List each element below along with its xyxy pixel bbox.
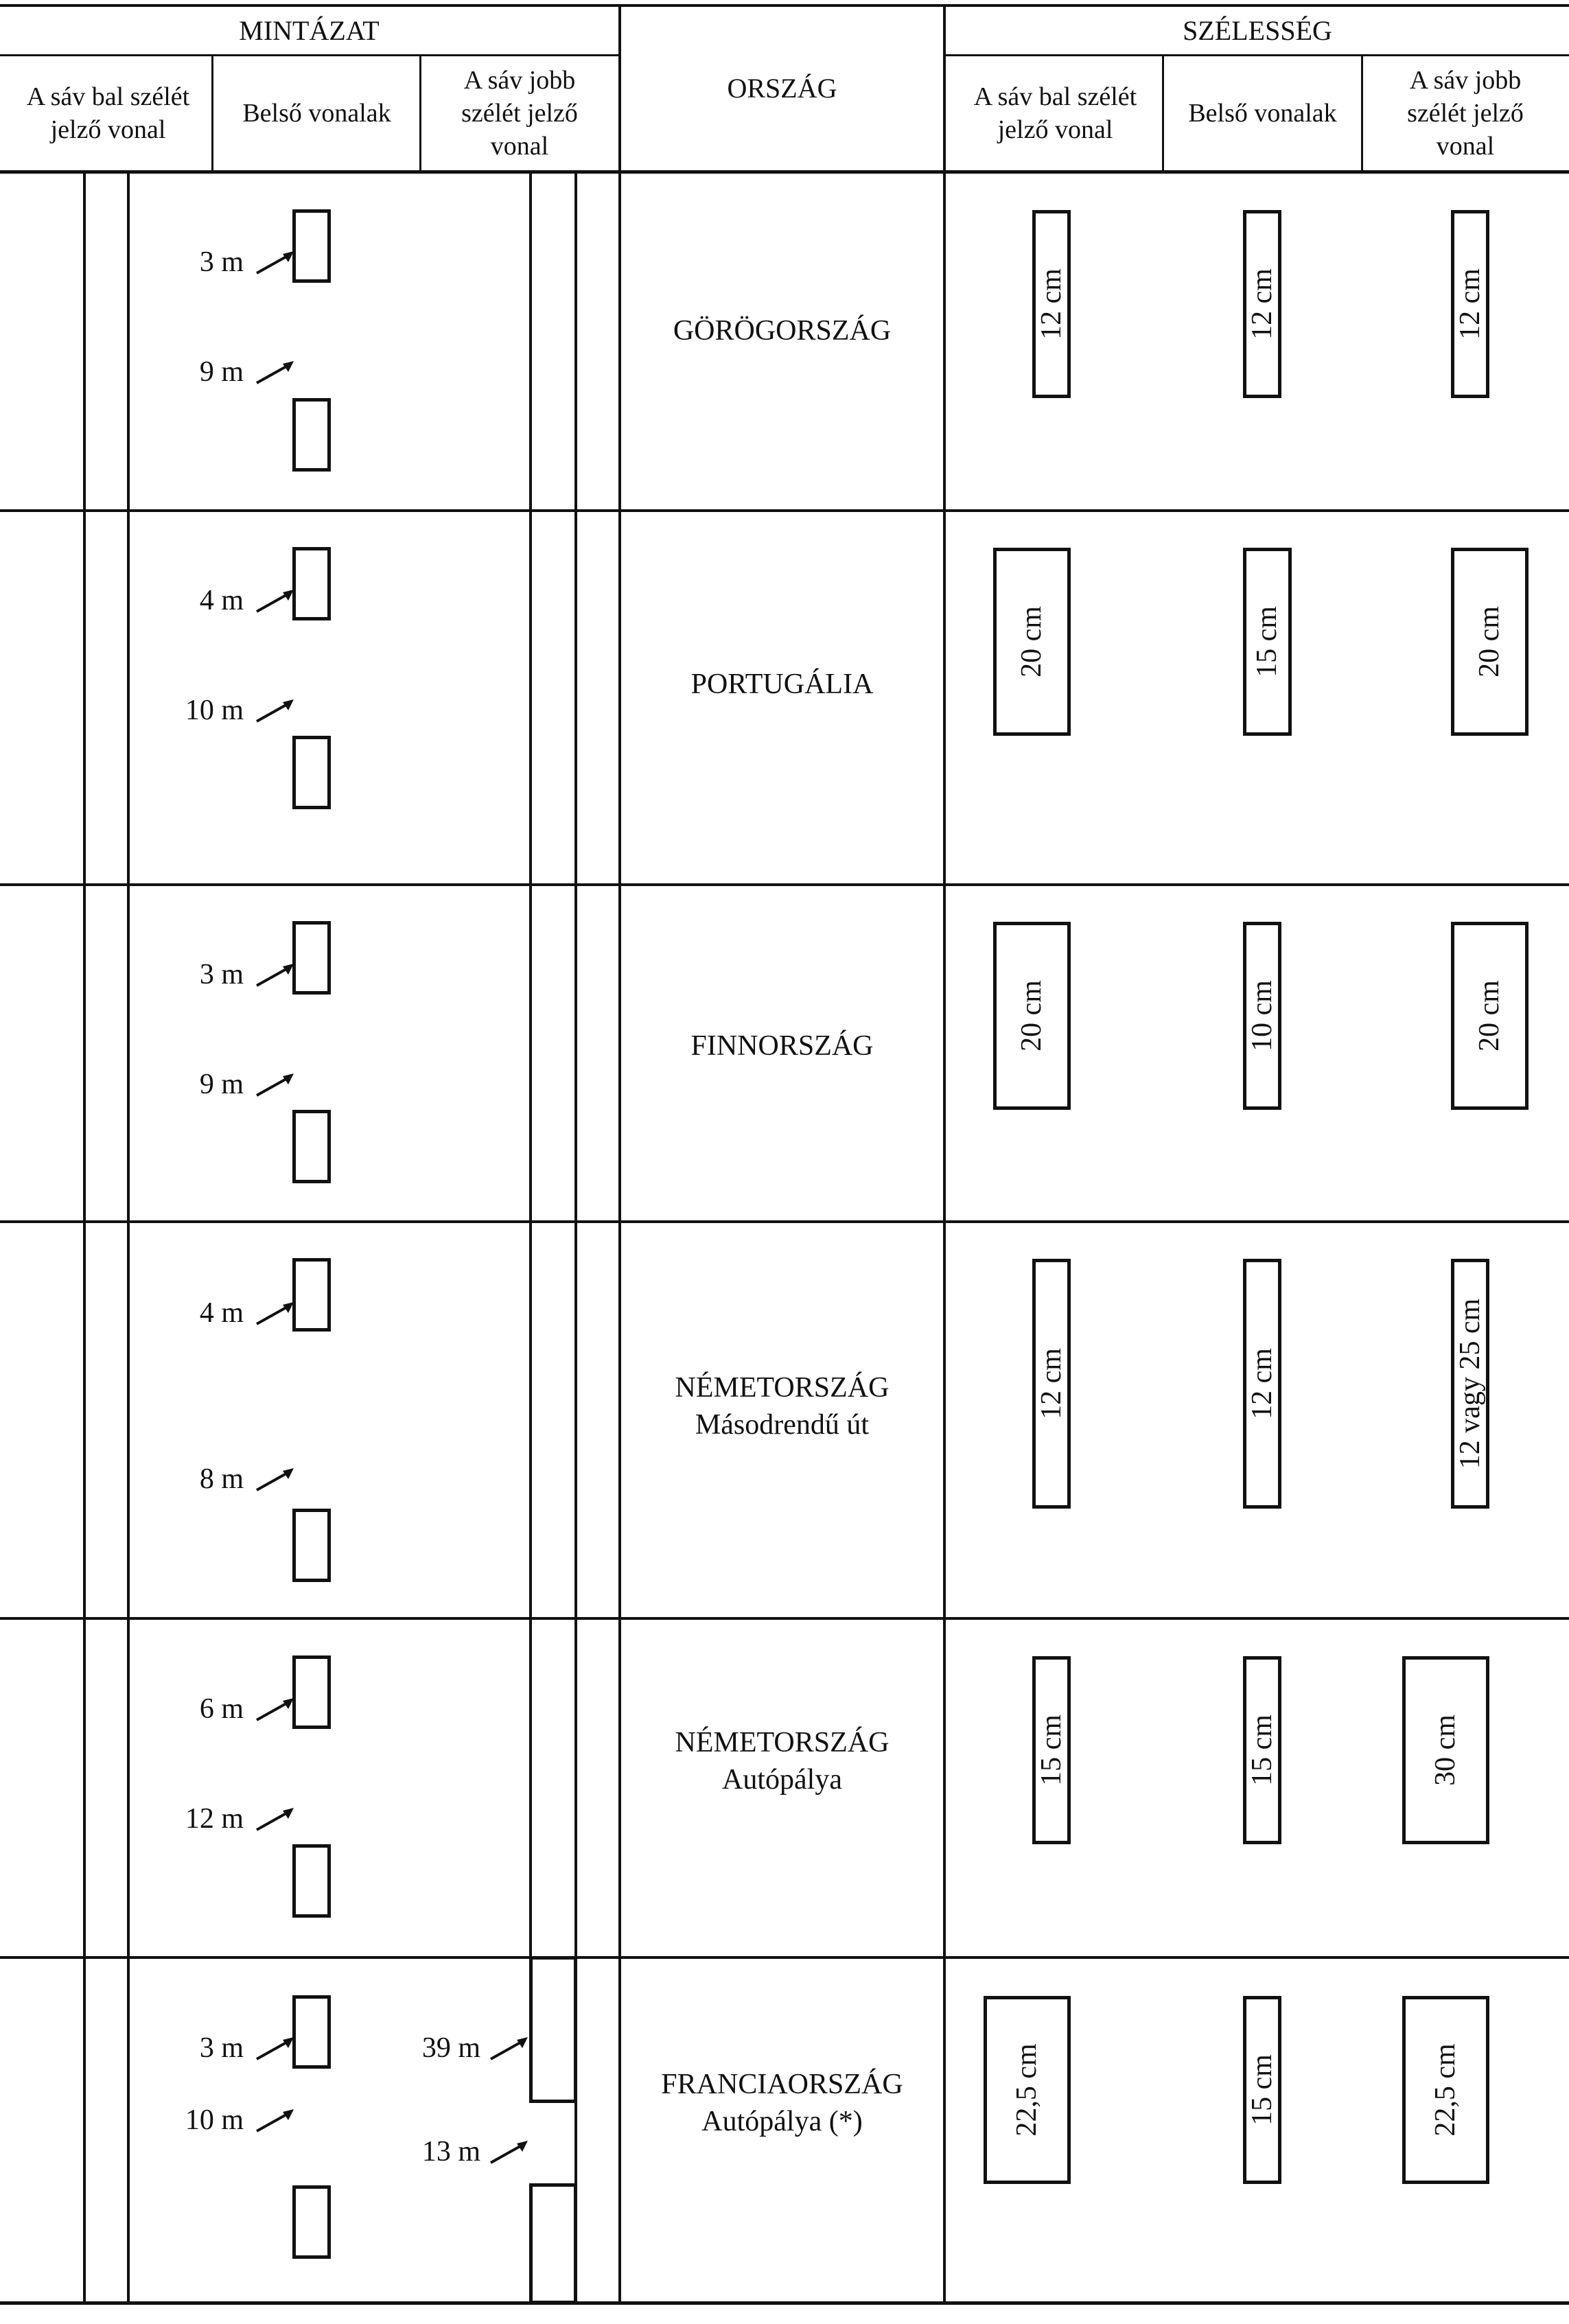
- gap-length-label: 8 m: [199, 1463, 244, 1495]
- inner-dash: [292, 1258, 331, 1332]
- dash-length-label: 3 m: [199, 959, 244, 990]
- width-left-value: 15 cm: [1036, 1715, 1067, 1786]
- arrow-icon: [255, 960, 297, 987]
- arrow-icon: [255, 585, 297, 613]
- header-left-edge: A sáv bal szélét jelző vonal: [26, 82, 190, 144]
- country-name: [621, 1369, 943, 1443]
- rule-header-bottom: [0, 170, 1569, 174]
- arrow-icon: [255, 357, 297, 384]
- inner-dash: [292, 2185, 331, 2259]
- width-left-value: 12 cm: [1036, 268, 1067, 340]
- width-inner-value: 15 cm: [1246, 1715, 1278, 1786]
- left-edge-line-inner: [127, 172, 130, 2303]
- header-width: SZÉLESSÉG: [1183, 14, 1332, 46]
- rule-v-width-2: [1361, 54, 1363, 171]
- width-right-value: 12 vagy 25 cm: [1454, 1298, 1486, 1469]
- country-name: [621, 1027, 943, 1065]
- arrow-icon: [255, 2105, 297, 2133]
- rule-row-2: [0, 883, 1569, 886]
- country-title: FINNORSZÁG: [690, 1030, 874, 1062]
- rule-v-country-right: [943, 4, 946, 2305]
- gap-length-label: 9 m: [199, 356, 244, 388]
- rule-bottom: [0, 2301, 1569, 2305]
- width-left-value: 20 cm: [1016, 980, 1047, 1051]
- width-right-value: 20 cm: [1474, 980, 1505, 1051]
- header-width-left-edge: A sáv bal szélét jelző vonal: [973, 82, 1137, 144]
- arrow-icon: [255, 1069, 297, 1097]
- width-right-value: 20 cm: [1474, 606, 1505, 677]
- right-edge-line-left-continuous: [529, 172, 532, 1957]
- header-inner-lines: Belső vonalak: [242, 99, 391, 128]
- right-edge-dash: [529, 2183, 577, 2304]
- width-inner-value: 12 cm: [1246, 268, 1278, 340]
- width-inner-value: 12 cm: [1246, 1348, 1278, 1419]
- arrow-icon: [255, 247, 297, 275]
- rule-v-pattern-1: [211, 54, 213, 171]
- arrow-icon: [489, 2033, 531, 2060]
- country-subtitle: Autópálya: [722, 1764, 842, 1796]
- inner-dash: [292, 547, 331, 620]
- width-inner-value: 15 cm: [1246, 2054, 1278, 2126]
- rule-row-1: [0, 509, 1569, 512]
- inner-dash: [292, 398, 331, 472]
- gap-length-label: 10 m: [185, 2104, 244, 2136]
- inner-dash: [292, 1995, 331, 2069]
- country-title: PORTUGÁLIA: [690, 669, 874, 700]
- width-right-value: 12 cm: [1454, 268, 1486, 340]
- width-inner-value: 15 cm: [1251, 606, 1283, 677]
- dash-length-label: 6 m: [199, 1693, 244, 1725]
- inner-dash: [292, 921, 331, 995]
- inner-dash: [292, 1509, 331, 1582]
- width-right-value: 30 cm: [1430, 1715, 1461, 1786]
- rule-row-4: [0, 1617, 1569, 1620]
- country-title: NÉMETORSZÁG: [675, 1727, 890, 1758]
- inner-dash: [292, 736, 331, 809]
- width-left-value: 22,5 cm: [1011, 2043, 1043, 2137]
- country-name: [621, 312, 943, 349]
- gap-length-label: 12 m: [185, 1803, 244, 1835]
- arrow-icon: [489, 2137, 531, 2164]
- dash-length-label: 3 m: [199, 246, 244, 278]
- rule-row-5: [0, 1956, 1569, 1959]
- dash-length-label: 4 m: [199, 1297, 244, 1329]
- inner-dash: [292, 1110, 331, 1183]
- country-title: GÖRÖGORSZÁG: [673, 315, 892, 347]
- header-width-inner-lines: Belső vonalak: [1188, 99, 1337, 128]
- left-edge-line-outer: [83, 172, 86, 2303]
- dash-length-label: 4 m: [199, 585, 244, 616]
- width-inner-value: 10 cm: [1246, 980, 1278, 1051]
- header-right-edge: A sáv jobb szélét jelző vonal: [461, 66, 578, 161]
- country-name: [621, 666, 943, 703]
- header-width-right-edge: A sáv jobb szélét jelző vonal: [1407, 66, 1524, 161]
- arrow-icon: [255, 1464, 297, 1491]
- inner-dash: [292, 209, 331, 283]
- right-gap-length-label: 13 m: [421, 2136, 480, 2168]
- rule-v-pattern-2: [419, 54, 421, 171]
- country-name: [621, 1724, 943, 1798]
- arrow-icon: [255, 1298, 297, 1325]
- country-subtitle: Autópálya (*): [701, 2106, 863, 2137]
- gap-length-label: 10 m: [185, 695, 244, 726]
- right-edge-dash: [529, 1956, 577, 2103]
- inner-dash: [292, 1844, 331, 1918]
- width-right-value: 22,5 cm: [1430, 2043, 1461, 2137]
- country-title: NÉMETORSZÁG: [675, 1372, 890, 1404]
- rule-row-3: [0, 1220, 1569, 1223]
- country-title: FRANCIAORSZÁG: [661, 2069, 903, 2100]
- arrow-icon: [255, 2033, 297, 2060]
- country-subtitle: Másodrendű út: [695, 1409, 870, 1441]
- header-country: ORSZÁG: [727, 73, 837, 104]
- arrow-icon: [255, 1804, 297, 1831]
- right-dash-length-label: 39 m: [421, 2032, 480, 2064]
- inner-dash: [292, 1655, 331, 1729]
- arrow-icon: [255, 695, 297, 723]
- width-left-value: 20 cm: [1016, 606, 1047, 677]
- header-pattern: MINTÁZAT: [239, 14, 380, 46]
- arrow-icon: [255, 1694, 297, 1721]
- width-left-value: 12 cm: [1036, 1348, 1067, 1419]
- dash-length-label: 3 m: [199, 2032, 244, 2064]
- gap-length-label: 9 m: [199, 1069, 244, 1100]
- country-name: [621, 2066, 943, 2140]
